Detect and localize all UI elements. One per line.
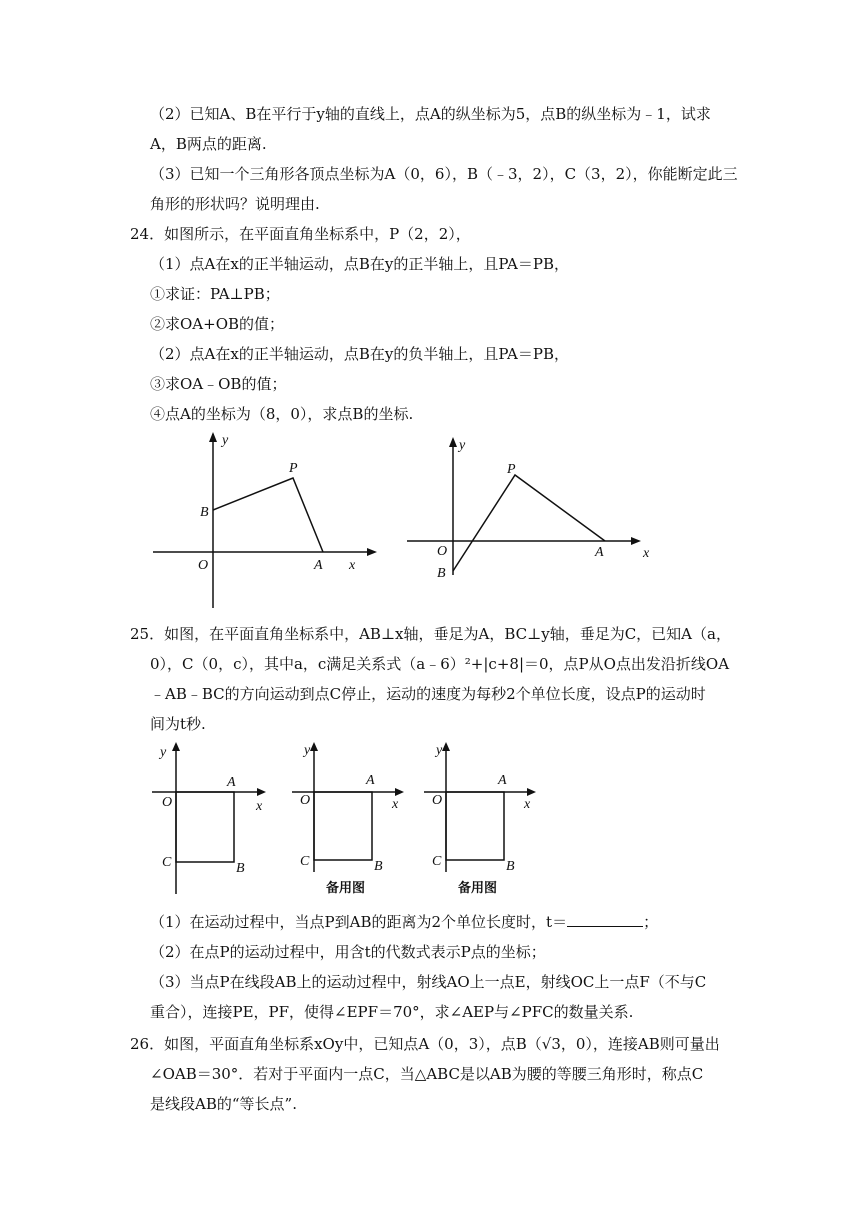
- q24-item1: ①求证：PA⊥PB；: [150, 285, 280, 303]
- label-O: O: [437, 544, 448, 559]
- q25-line2: 0），C（0，c），其中a，c满足关系式（a﹣6）²+|c+8|＝0，点P从O点出发沿折线OA: [150, 655, 730, 673]
- q26-line3: 是线段AB的“等长点”.: [150, 1095, 297, 1113]
- x-axis-arrow: [631, 537, 641, 545]
- q24-figure-1: [145, 430, 385, 610]
- q25-line4: 间为t秒.: [150, 715, 206, 733]
- q24-figure-2: [405, 435, 665, 595]
- q26-line2: ∠OAB＝30°．若对于平面内一点C，当△ABC是以AB为腰的等腰三角形时，称点C: [150, 1065, 704, 1083]
- answer-blank[interactable]: [567, 912, 643, 927]
- q24-item2: ②求OA+OB的值；: [150, 315, 285, 333]
- label-A: A: [595, 545, 604, 560]
- label-x: x: [524, 797, 531, 812]
- spare-figure-caption: 备用图: [326, 881, 366, 896]
- label-B: B: [374, 859, 383, 874]
- label-C: C: [300, 854, 310, 869]
- label-C: C: [162, 855, 172, 870]
- label-A: A: [498, 773, 507, 788]
- segment-B-P-A: [453, 475, 605, 571]
- rectangle-OABC: [176, 792, 234, 862]
- q23-part3-line2: 角形的形状吗？说明理由.: [150, 195, 320, 213]
- q25-part2: （2）在点P的运动过程中，用含t的代数式表示P点的坐标；: [150, 943, 546, 961]
- x-axis-arrow: [395, 788, 404, 796]
- x-axis-arrow: [367, 548, 377, 556]
- q25-figure-spare-1: [290, 738, 420, 900]
- y-axis-arrow: [172, 742, 180, 751]
- q26-line1: 26．如图，平面直角坐标系xOy中，已知点A（0，3），点B（√3，0），连接AB则可量出: [130, 1035, 720, 1053]
- label-A: A: [366, 773, 375, 788]
- label-O: O: [162, 795, 173, 810]
- label-x: x: [392, 797, 399, 812]
- label-B: B: [200, 505, 209, 520]
- x-axis-arrow: [257, 788, 266, 796]
- segment-B-P-A: [213, 478, 323, 552]
- q25-part1: [150, 912, 658, 932]
- label-y: y: [459, 438, 466, 453]
- q24-part2: （2）点A在x的正半轴运动，点B在y的负半轴上，且PA＝PB，: [150, 345, 569, 363]
- y-axis-arrow: [310, 742, 318, 751]
- q24-stem: 24．如图所示，在平面直角坐标系中，P（2，2），: [130, 225, 471, 243]
- q25-figure-spare-2: [422, 738, 552, 900]
- label-y: y: [436, 743, 443, 758]
- y-axis-arrow: [209, 432, 217, 442]
- label-y: y: [304, 743, 311, 758]
- q24-item4: ④点A的坐标为（8，0），求点B的坐标.: [150, 405, 414, 423]
- q25-line1: 25．如图，在平面直角坐标系中，AB⊥x轴，垂足为A，BC⊥y轴，垂足为C，已知A（a，: [130, 625, 731, 643]
- q25-part3-line2: 重合），连接PE，PF，使得∠EPF＝70°，求∠AEP与∠PFC的数量关系.: [150, 1003, 634, 1021]
- label-B: B: [236, 861, 245, 876]
- label-O: O: [198, 558, 209, 573]
- q23-part2-line1: （2）已知A、B在平行于y轴的直线上，点A的纵坐标为5，点B的纵坐标为﹣1，试求: [150, 105, 711, 123]
- rectangle-OABC: [314, 792, 372, 860]
- rectangle-OABC: [446, 792, 504, 860]
- y-axis-arrow: [442, 742, 450, 751]
- x-axis-arrow: [527, 788, 536, 796]
- label-P: P: [289, 461, 298, 476]
- label-A: A: [314, 558, 323, 573]
- y-axis-arrow: [449, 437, 457, 447]
- label-C: C: [432, 854, 442, 869]
- label-P: P: [507, 462, 516, 477]
- spare-figure-caption: 备用图: [458, 881, 498, 896]
- q23-part3-line1: （3）已知一个三角形各顶点坐标为A（0，6），B（﹣3，2），C（3，2），你能断定此三: [150, 165, 738, 183]
- q25-part1-text: （1）在运动过程中，当点P到AB的距离为2个单位长度时，t＝: [150, 913, 568, 931]
- label-y: y: [160, 745, 167, 760]
- label-x: x: [643, 546, 650, 561]
- label-x: x: [349, 558, 356, 573]
- q23-part2-line2: A，B两点的距离.: [150, 135, 267, 153]
- label-y: y: [222, 433, 229, 448]
- label-B: B: [437, 566, 446, 581]
- q24-part1: （1）点A在x的正半轴运动，点B在y的正半轴上，且PA＝PB，: [150, 255, 569, 273]
- q24-item3: ③求OA﹣OB的值；: [150, 375, 287, 393]
- label-A: A: [227, 775, 236, 790]
- label-O: O: [300, 793, 311, 808]
- label-O: O: [432, 793, 443, 808]
- label-B: B: [506, 859, 515, 874]
- q25-line3: ﹣AB﹣BC的方向运动到点C停止，运动的速度为每秒2个单位长度，设点P的运动时: [150, 685, 706, 703]
- q25-part1-end: ；: [643, 913, 659, 931]
- label-x: x: [256, 799, 263, 814]
- q25-figure-main: [150, 738, 280, 898]
- q25-part3-line1: （3）当点P在线段AB上的运动过程中，射线AO上一点E，射线OC上一点F（不与C: [150, 973, 707, 991]
